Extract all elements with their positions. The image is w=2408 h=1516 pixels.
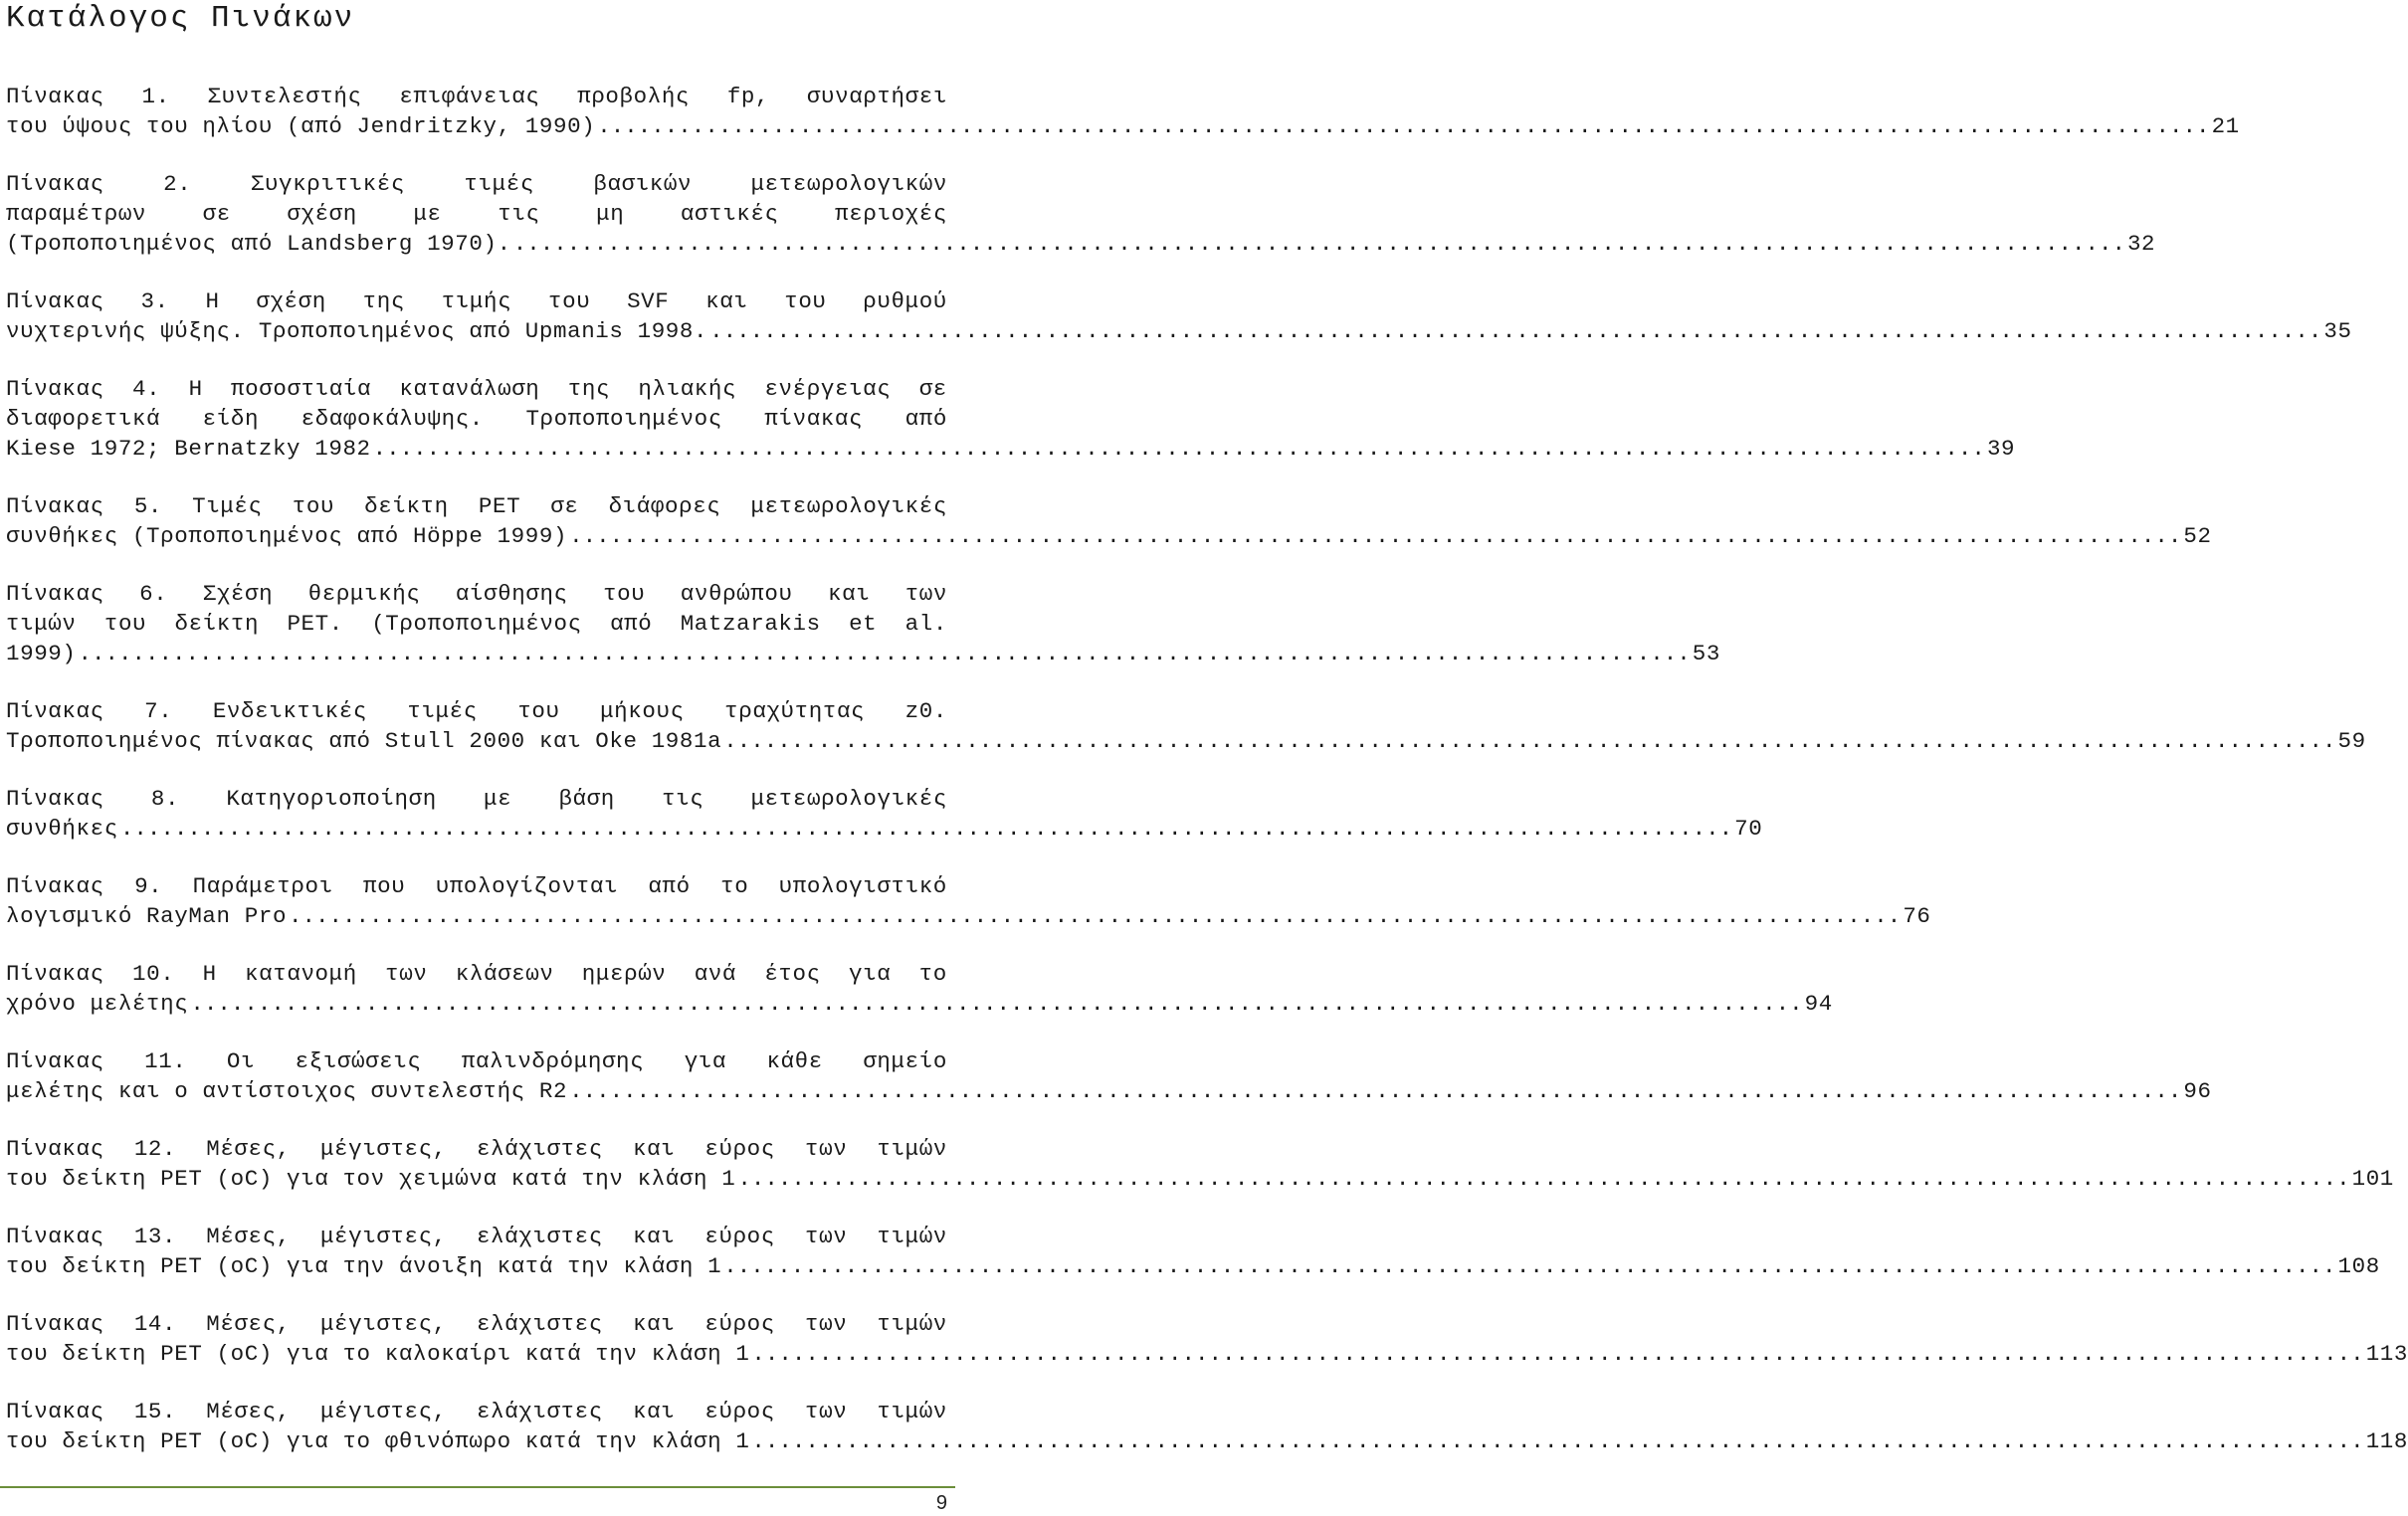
list-item[interactable] xyxy=(6,784,1763,844)
entry-text: συνθήκες (Τροποποιημένος από Höppe 1999) xyxy=(6,523,568,549)
entry-text: Τροποποιημένος πίνακας από Stull 2000 και Oke 1981a xyxy=(6,728,722,754)
dot-leader: ........................................................................................................................ xyxy=(597,113,2210,139)
entry-text: λογισμικό RayMan Pro xyxy=(6,903,288,929)
entry-page-number: 101 xyxy=(2351,1166,2394,1192)
page-title: Κατάλογος Πινάκων xyxy=(6,1,355,36)
entry-last-line xyxy=(6,521,2212,551)
entry-page-number: 35 xyxy=(2323,318,2352,344)
list-item[interactable] xyxy=(6,286,2352,346)
dot-leader: ........................................................................................................................ xyxy=(512,231,2125,257)
dot-leader: ........................................................................................................................ xyxy=(119,816,1733,842)
dot-leader: ........................................................................................................................ xyxy=(723,728,2336,754)
dot-leader: ........................................................................................................................ xyxy=(289,903,1902,929)
entry-last-line xyxy=(6,229,2156,259)
entry-line: Πίνακας 10. Η κατανομή των κλάσεων ημερών ανά έτος για το xyxy=(6,961,947,987)
entry-text: νυχτερινής ψύξης. Τροποποιημένος από Upmanis 1998. xyxy=(6,318,708,344)
list-item[interactable] xyxy=(6,1046,2212,1106)
entry-page-number: 21 xyxy=(2211,113,2240,139)
dot-leader: ........................................................................................................................ xyxy=(751,1341,2364,1367)
entry-last-line xyxy=(6,989,1833,1019)
entry-page-number: 53 xyxy=(1692,641,1720,666)
table-list xyxy=(6,82,2408,1484)
entry-last-line xyxy=(6,111,2240,141)
list-item[interactable] xyxy=(6,1397,2408,1456)
entry-line: Πίνακας 6. Σχέση θερμικής αίσθησης του ανθρώπου και των xyxy=(6,581,947,607)
entry-page-number: 108 xyxy=(2337,1253,2380,1279)
list-item[interactable] xyxy=(6,959,1833,1019)
entry-line: Πίνακας 2. Συγκριτικές τιμές βασικών μετεωρολογικών xyxy=(6,171,947,197)
dot-leader: ........................................................................................................................ xyxy=(709,318,2322,344)
entry-last-line xyxy=(6,1251,2380,1281)
entry-page-number: 113 xyxy=(2365,1341,2408,1367)
list-item[interactable] xyxy=(6,871,1931,931)
list-item[interactable] xyxy=(6,374,2016,464)
entry-page-number: 76 xyxy=(1903,903,1931,929)
entry-last-line xyxy=(6,726,2366,756)
entry-last-line xyxy=(6,1076,2212,1106)
list-item[interactable] xyxy=(6,1222,2380,1281)
entry-line: Πίνακας 12. Μέσες, μέγιστες, ελάχιστες και εύρος των τιμών xyxy=(6,1136,947,1162)
entry-page-number: 70 xyxy=(1734,816,1763,842)
entry-line: Πίνακας 9. Παράμετροι που υπολογίζονται από το υπολογιστικό xyxy=(6,873,947,899)
entry-line: Πίνακας 4. Η ποσοστιαία κατανάλωση της ηλιακής ενέργειας σε xyxy=(6,376,947,402)
list-item[interactable] xyxy=(6,1309,2408,1369)
entry-page-number: 52 xyxy=(2183,523,2212,549)
dot-leader: ........................................................................................................................ xyxy=(737,1166,2350,1192)
entry-last-line xyxy=(6,639,1720,668)
entry-text: Kiese 1972; Bernatzky 1982 xyxy=(6,436,371,462)
entry-line: Πίνακας 5. Τιμές του δείκτη PET σε διάφορες μετεωρολογικές xyxy=(6,493,947,519)
entry-line: Πίνακας 11. Οι εξισώσεις παλινδρόμησης για κάθε σημείο xyxy=(6,1048,947,1074)
entry-line: Πίνακας 15. Μέσες, μέγιστες, ελάχιστες και εύρος των τιμών xyxy=(6,1399,947,1424)
entry-last-line xyxy=(6,434,2016,464)
dot-leader: ........................................................................................................................ xyxy=(190,991,1803,1017)
entry-page-number: 39 xyxy=(1986,436,2016,462)
entry-text: μελέτης και ο αντίστοιχος συντελεστής R2 xyxy=(6,1078,568,1104)
entry-page-number: 94 xyxy=(1804,991,1833,1017)
entry-last-line xyxy=(6,901,1931,931)
entry-page-number: 32 xyxy=(2126,231,2156,257)
entry-text: του δείκτη PET (oC) για την άνοιξη κατά την κλάση 1 xyxy=(6,1253,722,1279)
list-item[interactable] xyxy=(6,82,2240,141)
entry-last-line xyxy=(6,316,2352,346)
entry-text: του ύψους του ηλίου (από Jendritzky, 1990) xyxy=(6,113,596,139)
entry-page-number: 59 xyxy=(2337,728,2366,754)
entry-text: του δείκτη PET (oC) για το φθινόπωρο κατά την κλάση 1 xyxy=(6,1428,750,1454)
entry-line: διαφορετικά είδη εδαφοκάλυψης. Τροποποιημένος πίνακας από xyxy=(6,406,947,432)
dot-leader: ........................................................................................................................ xyxy=(751,1428,2364,1454)
entry-text: συνθήκες xyxy=(6,816,118,842)
list-item[interactable] xyxy=(6,579,1720,668)
entry-line: Πίνακας 3. Η σχέση της τιμής του SVF και του ρυθμού xyxy=(6,288,947,314)
dot-leader: ........................................................................................................................ xyxy=(723,1253,2336,1279)
entry-line: παραμέτρων σε σχέση με τις μη αστικές περιοχές xyxy=(6,201,947,227)
page-number: 9 xyxy=(935,1492,947,1514)
entry-page-number: 96 xyxy=(2183,1078,2212,1104)
dot-leader: ........................................................................................................................ xyxy=(372,436,1985,462)
list-item[interactable] xyxy=(6,169,2156,259)
entry-last-line xyxy=(6,814,1763,844)
dot-leader: ........................................................................................................................ xyxy=(78,641,1691,666)
entry-text: 1999) xyxy=(6,641,77,666)
entry-text: του δείκτη PET (oC) για το καλοκαίρι κατά την κλάση 1 xyxy=(6,1341,750,1367)
entry-page-number: 118 xyxy=(2365,1428,2408,1454)
entry-line: Πίνακας 14. Μέσες, μέγιστες, ελάχιστες και εύρος των τιμών xyxy=(6,1311,947,1337)
entry-text: (Τροποποιημένος από Landsberg 1970). xyxy=(6,231,511,257)
list-item[interactable] xyxy=(6,696,2366,756)
dot-leader: ........................................................................................................................ xyxy=(569,523,2182,549)
entry-line: Πίνακας 8. Κατηγοριοποίηση με βάση τις μετεωρολογικές xyxy=(6,786,947,812)
footer-divider xyxy=(0,1486,955,1488)
entry-line: Πίνακας 13. Μέσες, μέγιστες, ελάχιστες και εύρος των τιμών xyxy=(6,1224,947,1249)
entry-last-line xyxy=(6,1164,2394,1194)
entry-text: χρόνο μελέτης xyxy=(6,991,189,1017)
entry-line: Πίνακας 1. Συντελεστής επιφάνειας προβολής fp, συναρτήσει xyxy=(6,84,947,109)
list-item[interactable] xyxy=(6,1134,2394,1194)
entry-text: του δείκτη PET (oC) για τον χειμώνα κατά την κλάση 1 xyxy=(6,1166,736,1192)
entry-last-line xyxy=(6,1339,2408,1369)
list-item[interactable] xyxy=(6,491,2212,551)
entry-last-line xyxy=(6,1426,2408,1456)
entry-line: Πίνακας 7. Ενδεικτικές τιμές του μήκους τραχύτητας z0. xyxy=(6,698,947,724)
dot-leader: ........................................................................................................................ xyxy=(569,1078,2182,1104)
entry-line: τιμών του δείκτη PET. (Τροποποιημένος από Matzarakis et al. xyxy=(6,611,947,637)
